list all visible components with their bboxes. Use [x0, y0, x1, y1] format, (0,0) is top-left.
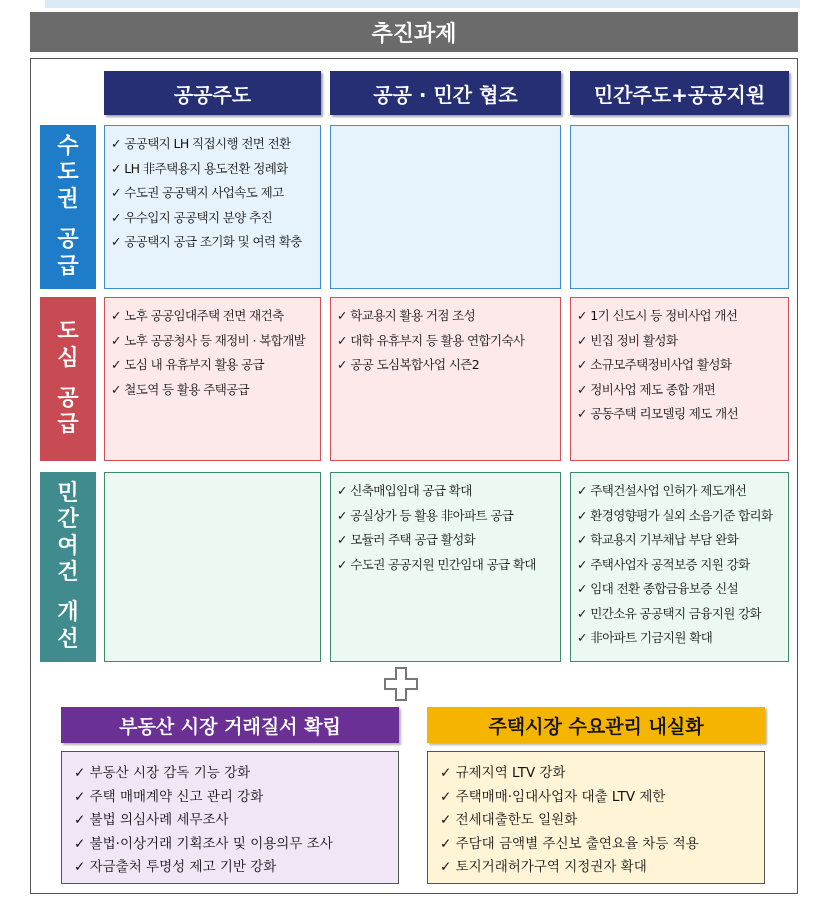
list-item: ✓ 수도권 공공택지 사업속도 제고 [111, 185, 284, 200]
row-header-char: 권 [57, 186, 79, 212]
demand-management-box [427, 751, 765, 884]
demand-management-header: 주택시장 수요관리 내실화 [427, 707, 765, 743]
cell-capital-public [104, 125, 321, 289]
row-header-char: 수 [57, 134, 79, 160]
list-item: ✓ 불법·이상거래 기획조사 및 이용의무 조사 [74, 835, 333, 852]
list-item: ✓ 정비사업 제도 종합 개편 [577, 381, 716, 397]
page-title: 추진과제 [30, 12, 798, 52]
list-item: ✓ 공동주택 리모델링 제도 개선 [577, 406, 739, 421]
cell-capital-private [570, 125, 789, 289]
cell-urban-private [570, 297, 789, 461]
list-item: ✓ 토지거래허가구역 지정권자 확대 [440, 859, 647, 875]
list-item: ✓ 학교용지 활용 거점 조성 [337, 308, 476, 323]
top-decor-strip [45, 0, 800, 8]
row-header-char: 급 [57, 253, 79, 279]
list-item: ✓ 민간소유 공공택지 금융지원 강화 [577, 605, 762, 621]
list-item: ✓ 학교용지 기부채납 부담 완화 [577, 532, 739, 547]
cell-urban-public-private [330, 297, 561, 461]
list-item: ✓ 자금출처 투명성 제고 기반 강화 [74, 859, 277, 875]
list-item: ✓ 1기 신도시 등 정비사업 개선 [577, 308, 738, 323]
list-item: ✓ 부동산 시장 감독 기능 강화 [74, 765, 251, 781]
column-header-public: 공공주도 [104, 71, 321, 115]
row-header-char: 심 [57, 345, 79, 371]
list-item: ✓ 빈집 정비 활성화 [577, 332, 678, 348]
list-item: ✓ 도심 내 유휴부지 활용 공급 [111, 357, 264, 372]
list-item: ✓ 철도역 등 활용 주택공급 [111, 381, 250, 397]
list-item: ✓ 주담대 금액별 주신보 출연요율 차등 적용 [440, 835, 699, 852]
row-header-capital-supply [40, 125, 96, 289]
row-header-char: 건 [57, 560, 79, 585]
list-item: ✓ 공실상가 등 활용 非아파트 공급 [337, 507, 514, 523]
market-order-box [61, 751, 399, 884]
row-header-char: 공 [57, 227, 79, 253]
list-item: ✓ 수도권 공공지원 민간임대 공급 확대 [337, 556, 536, 572]
list-item: ✓ LH 非주택용지 용도전환 정례화 [111, 160, 288, 176]
list-item: ✓ 소규모주택정비사업 활성화 [577, 357, 732, 372]
list-item: ✓ 노후 공공임대주택 전면 재건축 [111, 308, 284, 323]
list-item: ✓ 규제지역 LTV 강화 [440, 765, 566, 781]
row-header-char: 여 [57, 533, 79, 559]
list-item: ✓ 임대 전환 종합금융보증 신설 [577, 581, 739, 596]
row-header-char: 간 [57, 507, 79, 533]
cell-private-cond-public [104, 472, 321, 662]
list-item: ✓ 모듈러 주택 공급 활성화 [337, 532, 476, 547]
row-header-char: 민 [57, 480, 79, 506]
list-item: ✓ 공공택지 LH 직접시행 전면 전환 [111, 136, 291, 151]
list-item: ✓ 우수입지 공공택지 분양 추진 [111, 209, 273, 225]
list-item: ✓ 주택 매매계약 신고 관리 강화 [74, 788, 264, 805]
list-item: ✓ 대학 유휴부지 등 활용 연합기숙사 [337, 332, 525, 348]
cell-private-cond-private [570, 472, 789, 662]
market-order-header: 부동산 시장 거래질서 확립 [61, 707, 399, 743]
column-header-private: 민간주도+공공지원 [570, 71, 789, 115]
row-header-char: 개 [57, 600, 79, 626]
row-header-char: 선 [57, 626, 79, 652]
cell-urban-public [104, 297, 321, 461]
row-header-urban-supply [40, 297, 96, 461]
list-item: ✓ 非아파트 기금지원 확대 [577, 630, 713, 645]
list-item: ✓ 노후 공공청사 등 재정비 · 복합개발 [111, 332, 306, 348]
list-item: ✓ 주택매매·임대사업자 대출 LTV 제한 [440, 788, 666, 805]
column-header-public-private: 공공 · 민간 협조 [330, 71, 561, 115]
row-header-char: 공 [57, 386, 79, 411]
row-header-char: 도 [57, 160, 79, 186]
row-header-char: 급 [57, 412, 79, 438]
list-item: ✓ 주택건설사업 인허가 제도개선 [577, 483, 747, 498]
row-header-private-conditions [40, 472, 96, 662]
list-item: ✓ 전세대출한도 일원화 [440, 812, 578, 828]
row-header-char: 도 [57, 319, 79, 345]
list-item: ✓ 불법 의심사례 세무조사 [74, 812, 229, 828]
list-item: ✓ 공공 도심복합사업 시즌2 [337, 357, 480, 372]
list-item: ✓ 주택사업자 공적보증 지원 강화 [577, 556, 750, 572]
cell-capital-public-private [330, 125, 561, 289]
plus-icon [383, 666, 419, 702]
list-item: ✓ 공공택지 공급 조기화 및 여력 확충 [111, 234, 302, 249]
list-item: ✓ 신축매입임대 공급 확대 [337, 483, 472, 498]
cell-private-cond-public-private [330, 472, 561, 662]
list-item: ✓ 환경영향평가 실외 소음기준 합리화 [577, 507, 773, 523]
